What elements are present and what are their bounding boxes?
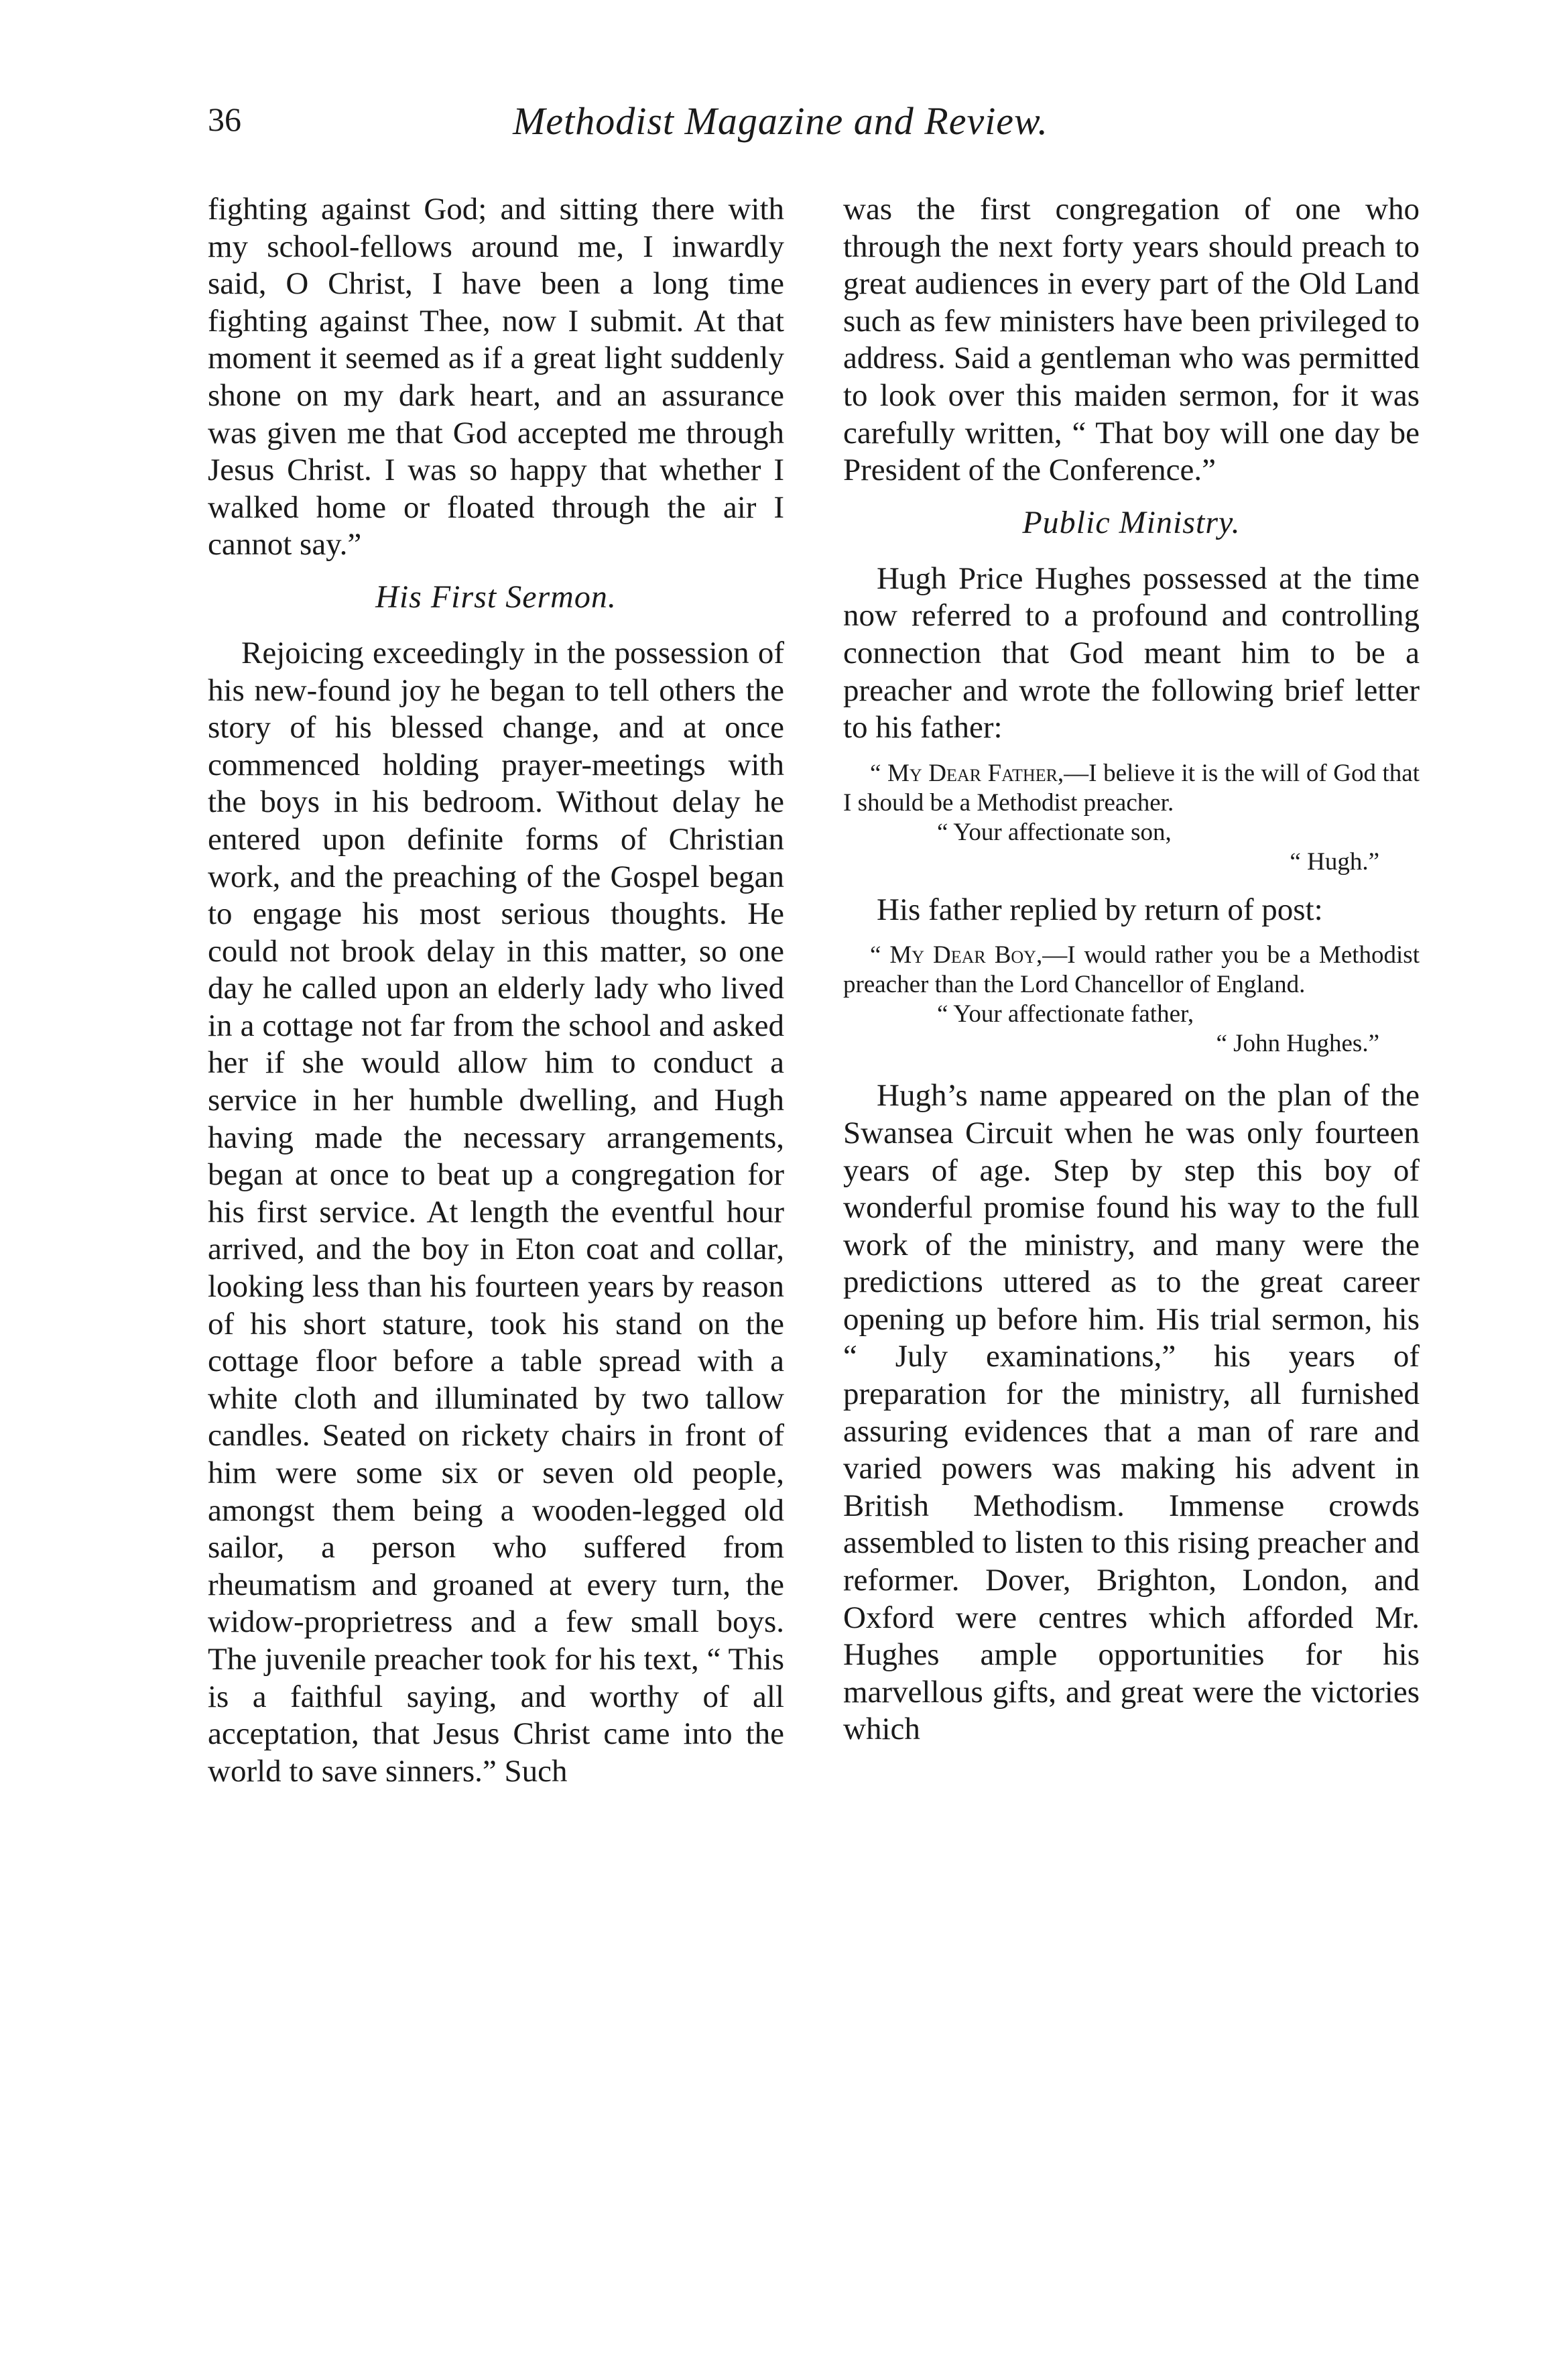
paragraph-continued-right: was the first congregation of one who through the next forty years should preach to great audiences in every part of the Old Land such as few ministers have been privileged to address. Said a gentleman who was permitted to look over this maiden sermon, for it was carefully written, “ That boy will one day be President of the Conference.” <box>843 192 1420 488</box>
letter-from-father <box>843 941 1420 1059</box>
page-number: 36 <box>208 101 241 138</box>
subheading-public-ministry: Public Ministry. <box>1022 504 1241 540</box>
subheading-first-sermon: His First Sermon. <box>375 579 617 615</box>
left-column <box>208 191 784 1790</box>
letter-to-father <box>843 759 1420 877</box>
letter-signature: “ John Hughes.” <box>1216 1030 1379 1058</box>
paragraph-public-ministry: Hugh Price Hughes possessed at the time now referred to a profound and controlling connection that God meant him to be a preacher and wrote the following brief letter to his father: <box>843 560 1420 746</box>
paragraph-final: Hugh’s name appeared on the plan of the Swansea Circuit when he was only fourteen years of age. Step by step this boy of wonderful promise found his way to the full work of the ministry, and many were the predictions uttered as to the great career opening up before him. His trial sermon, his “ July examinations,” his years of preparation for the ministry, all furnished assuring evidences that a man of rare and varied powers was making his advent in British Methodism. Immense crowds assembled to listen to this rising preacher and reformer. Dover, Brighton, London, and Oxford were centres which afforded Mr. Hughes ample opportunities for his marvellous gifts, and great were the victories which <box>843 1078 1420 1747</box>
running-title: Methodist Magazine and Review. <box>513 99 1048 143</box>
letter-text: —I believe it is the will of God that I should be a Methodist preacher. <box>843 759 1420 817</box>
letter-body <box>843 941 1420 1000</box>
paragraph-continued: fighting against God; and sitting there with my school-fellows around me, I inwardly said, O Christ, I have been a long time fighting against Thee, now I submit. At that moment it seemed as if a great light suddenly shone on my dark heart, and an assurance was given me that God accepted me through Jesus Christ. I was so happy that whether I walked home or floated through the air I cannot say.” <box>208 192 784 562</box>
letter-closing: “ Your affectionate son, <box>937 818 1172 846</box>
paragraph-first-sermon: Rejoicing exceedingly in the possession of his new-found joy he began to tell others the story of his blessed change, and at once commenced holding prayer-meetings with the boys in his bedroom. Without delay he entered upon definite forms of Christian work, and the preaching of the Gospel began to engage his most serious thoughts. He could not brook delay in this matter, so one day he called upon an elderly lady who lived in a cottage not far from the school and asked her if she would allow him to conduct a service in her humble dwelling, and Hugh having made the necessary arrangements, began at once to beat up a congregation for his first service. At length the eventful hour arrived, and the boy in Eton coat and collar, looking less than his fourteen years by reason of his short stature, took his stand on the cottage floor before a table spread with a white cloth and illuminated by two tallow candles. Seated on rickety chairs in front of him were some six or seven old people, amongst them being a wooden-legged old sailor, a person who suffered from rheumatism and groaned at every turn, the widow-proprietress and a few small boys. The juvenile preacher took for his text, “ This is a faithful saying, and worthy of all acceptation, that Jesus Christ came into the world to save sinners.” Such <box>208 635 784 1789</box>
letter-body <box>843 759 1420 818</box>
right-column <box>843 191 1420 1748</box>
paragraph-reply: His father replied by return of post: <box>877 892 1323 927</box>
letter-salutation: “ My Dear Boy, <box>870 941 1043 969</box>
letter-salutation: “ My Dear Father, <box>870 759 1064 787</box>
letter-signature: “ Hugh.” <box>1290 847 1379 876</box>
letter-text: —I would rather you be a Methodist preacher than the Lord Chancellor of England. <box>843 941 1420 999</box>
letter-closing: “ Your affectionate father, <box>937 1000 1194 1028</box>
